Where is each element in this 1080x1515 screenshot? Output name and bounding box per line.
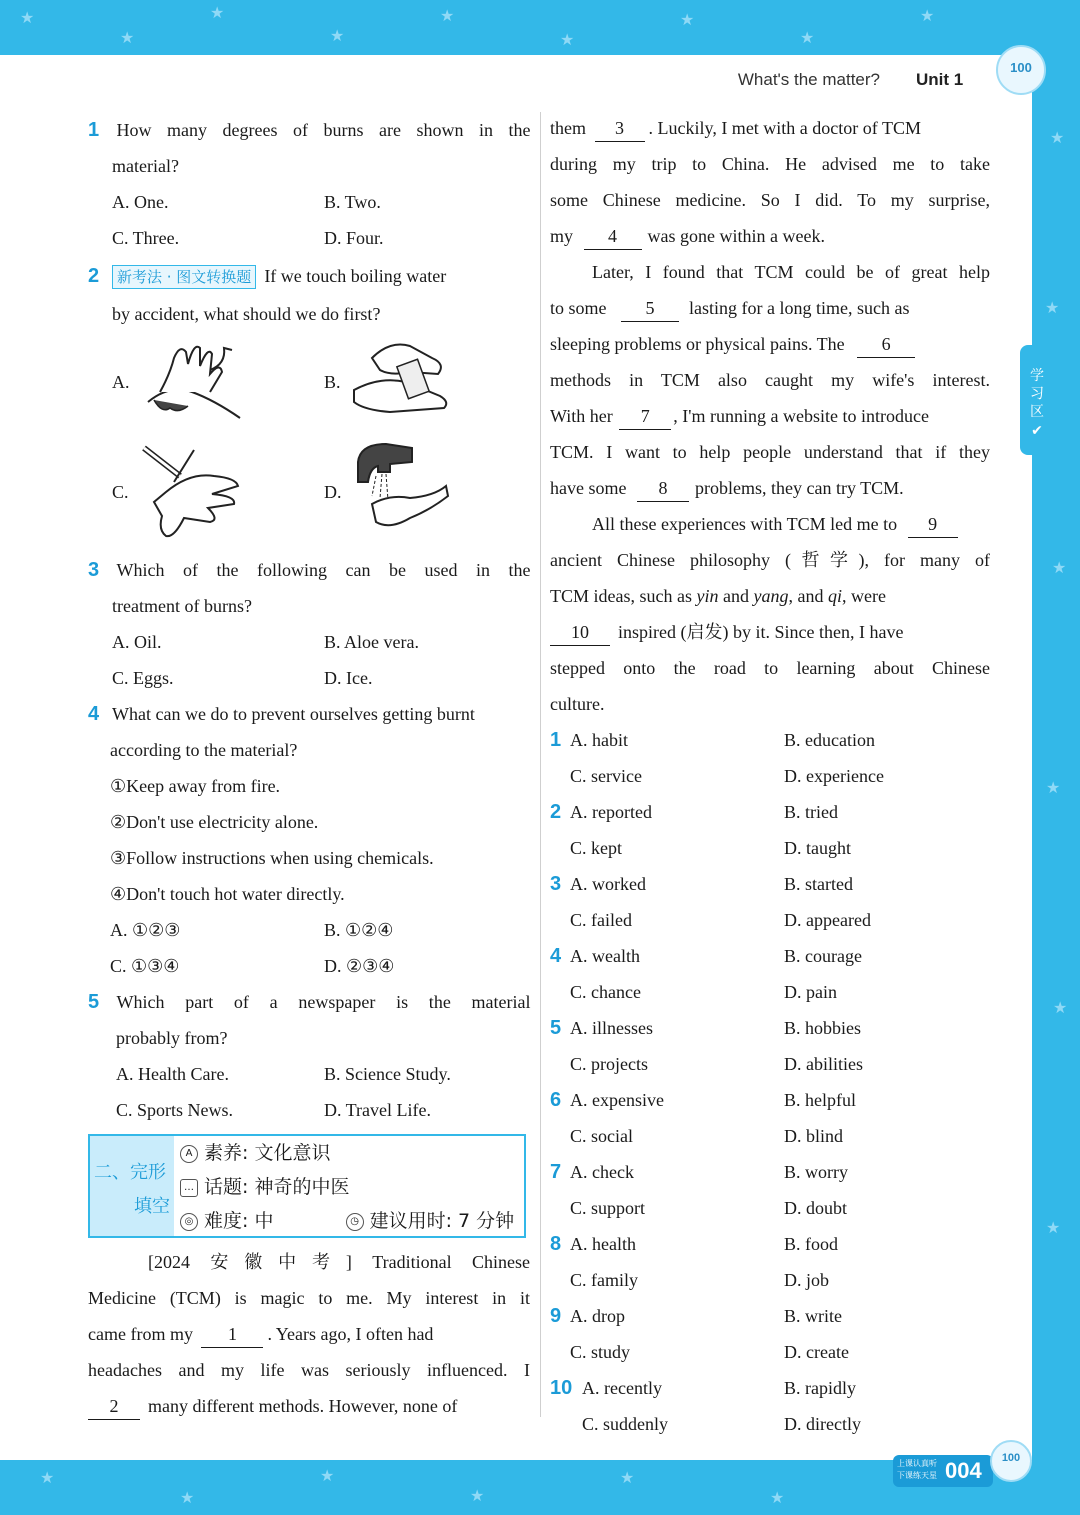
new-format-tag: 新考法 · 图文转换题 bbox=[112, 265, 256, 289]
footer-mascot-logo bbox=[990, 1440, 1032, 1482]
option-row bbox=[550, 1370, 990, 1406]
option-c[interactable]: C. suddenly bbox=[582, 1414, 669, 1434]
option-d[interactable]: D. abilities bbox=[784, 1054, 863, 1074]
question-2 bbox=[88, 256, 530, 552]
blank-2[interactable]: 2 bbox=[88, 1393, 140, 1420]
top-decorative-band bbox=[0, 0, 1080, 55]
blank-9[interactable]: 9 bbox=[908, 511, 958, 538]
passage-line: headaches and my life was seriously influenced. I bbox=[88, 1360, 530, 1380]
picture-label-c: C. bbox=[112, 482, 129, 502]
option-d[interactable]: D. appeared bbox=[784, 910, 871, 930]
stem-text: What can we do to prevent ourselves getting burnt bbox=[112, 704, 475, 724]
hand-under-arm-icon[interactable] bbox=[140, 334, 244, 424]
clock-icon: ◷ bbox=[346, 1213, 364, 1231]
star-icon: ★ bbox=[470, 1486, 485, 1505]
option-row bbox=[550, 794, 990, 830]
passage-text: lasting for a long time, such as bbox=[689, 298, 910, 318]
choice-group bbox=[550, 722, 990, 794]
option-a[interactable]: A. health bbox=[570, 1234, 636, 1254]
option-b[interactable]: B. rapidly bbox=[784, 1378, 856, 1398]
right-decorative-band bbox=[1032, 0, 1080, 1515]
star-icon: ★ bbox=[1046, 778, 1061, 797]
option-c[interactable]: C. failed bbox=[570, 910, 632, 930]
choice-group bbox=[550, 1154, 990, 1226]
picture-options bbox=[88, 332, 530, 552]
blank-4[interactable]: 4 bbox=[584, 223, 642, 250]
option-row bbox=[550, 1154, 990, 1190]
difficulty-value: 中 bbox=[254, 1210, 274, 1232]
star-icon: ★ bbox=[1052, 558, 1067, 577]
passage-text: to some bbox=[550, 298, 607, 318]
passage-line: ancient Chinese philosophy (哲学), for many of bbox=[550, 550, 990, 570]
passage-line bbox=[550, 470, 990, 506]
passage-text: , and bbox=[788, 586, 824, 606]
star-icon: ★ bbox=[1053, 998, 1068, 1017]
left-column bbox=[88, 112, 530, 1424]
option-d[interactable]: D. Four. bbox=[324, 228, 384, 248]
question-1 bbox=[88, 112, 530, 256]
option-row bbox=[550, 1406, 990, 1442]
option-row bbox=[88, 948, 530, 984]
option-c[interactable]: C. service bbox=[570, 766, 642, 786]
choice-group bbox=[550, 938, 990, 1010]
question-number: 4 bbox=[550, 945, 562, 967]
section-title-line: 二、完形 bbox=[94, 1162, 166, 1183]
option-a[interactable]: A. reported bbox=[570, 802, 652, 822]
passage-line bbox=[550, 614, 990, 650]
option-row bbox=[88, 1056, 530, 1092]
section-meta bbox=[180, 1136, 520, 1238]
option-c[interactable]: C. Eggs. bbox=[112, 668, 174, 688]
hands-bandaging-icon[interactable] bbox=[350, 336, 454, 420]
star-icon: ★ bbox=[320, 1466, 335, 1485]
option-b[interactable]: B. write bbox=[784, 1306, 842, 1326]
choice-group bbox=[550, 1370, 990, 1442]
option-b[interactable]: B. Two. bbox=[324, 192, 381, 212]
option-d[interactable]: D. Ice. bbox=[324, 668, 373, 688]
option-row bbox=[550, 1118, 990, 1154]
option-row bbox=[550, 866, 990, 902]
passage-line bbox=[550, 398, 990, 434]
mascot-logo-text: 100 bbox=[1010, 60, 1032, 75]
blank-5[interactable]: 5 bbox=[621, 295, 679, 322]
topic-line bbox=[180, 1170, 520, 1204]
section-title-line: 填空 bbox=[134, 1196, 170, 1217]
cloze-choices bbox=[550, 722, 990, 1442]
option-a[interactable]: A. drop bbox=[570, 1306, 625, 1326]
option-row bbox=[550, 1226, 990, 1262]
side-tab-char: 区 bbox=[1030, 404, 1044, 421]
option-a[interactable]: A. habit bbox=[570, 730, 628, 750]
section-info-box bbox=[88, 1134, 526, 1238]
question-number: 8 bbox=[550, 1233, 562, 1255]
blank-8[interactable]: 8 bbox=[637, 475, 689, 502]
question-number: 2 bbox=[88, 265, 100, 287]
option-c[interactable]: C. study bbox=[570, 1342, 631, 1362]
stem-text: according to the material? bbox=[110, 740, 298, 760]
option-c[interactable]: C. Sports News. bbox=[116, 1100, 234, 1120]
star-icon: ★ bbox=[680, 10, 695, 29]
topic-label: 话题: bbox=[204, 1176, 249, 1198]
question-stem bbox=[88, 552, 530, 588]
option-c[interactable]: C. family bbox=[570, 1270, 638, 1290]
stem-text: Which part of a newspaper is the material bbox=[116, 992, 531, 1012]
stem-text: If we touch boiling water bbox=[264, 266, 447, 286]
passage-text: inspired (启发) by it. Since then, I have bbox=[618, 622, 904, 642]
star-icon: ★ bbox=[1046, 1218, 1061, 1237]
column-divider bbox=[540, 112, 541, 1417]
choice-group bbox=[550, 1226, 990, 1298]
option-c[interactable]: C. kept bbox=[570, 838, 622, 858]
option-row bbox=[550, 938, 990, 974]
option-row bbox=[88, 220, 530, 256]
stem-text: How many degrees of burns are shown in the bbox=[116, 120, 531, 140]
option-a[interactable]: A. Oil. bbox=[112, 632, 162, 652]
star-icon: ★ bbox=[620, 1468, 635, 1487]
passage-line: Later, I found that TCM could be of great help bbox=[592, 262, 990, 282]
question-number: 3 bbox=[550, 873, 562, 895]
unit-label: Unit 1 bbox=[916, 70, 964, 89]
star-icon: ★ bbox=[210, 3, 225, 22]
literacy-label: 素养: bbox=[204, 1142, 249, 1164]
question-number: 10 bbox=[550, 1377, 573, 1399]
option-d[interactable]: D. ②③④ bbox=[324, 956, 395, 976]
hand-under-tap-icon[interactable] bbox=[350, 438, 454, 536]
statement-item: ③Follow instructions when using chemicals. bbox=[110, 848, 434, 868]
question-stem bbox=[88, 696, 530, 732]
option-d[interactable]: D. pain bbox=[784, 982, 837, 1002]
option-row bbox=[88, 184, 530, 220]
option-a[interactable]: A. Health Care. bbox=[116, 1064, 229, 1084]
choice-group bbox=[550, 1298, 990, 1370]
star-icon: ★ bbox=[120, 28, 135, 47]
option-row bbox=[550, 902, 990, 938]
difficulty-icon: ◎ bbox=[180, 1213, 198, 1231]
footer-mascot-text: 100 bbox=[1001, 1452, 1021, 1464]
cloze-passage-left bbox=[88, 1244, 530, 1424]
footer-slogan bbox=[897, 1458, 945, 1482]
blank-1[interactable]: 1 bbox=[201, 1321, 263, 1348]
question-4 bbox=[88, 696, 530, 984]
star-icon: ★ bbox=[440, 6, 455, 25]
passage-text: them bbox=[550, 118, 586, 138]
page-number-badge bbox=[893, 1455, 993, 1487]
question-number: 7 bbox=[550, 1161, 562, 1183]
passage-text: my bbox=[550, 226, 574, 246]
option-d[interactable]: D. doubt bbox=[784, 1198, 847, 1218]
option-row bbox=[550, 758, 990, 794]
passage-text: , were bbox=[842, 586, 886, 606]
slogan-line: 下课练天星 bbox=[897, 1471, 937, 1480]
choice-group bbox=[550, 866, 990, 938]
picture-label-b: B. bbox=[324, 372, 341, 392]
passage-line bbox=[550, 578, 990, 614]
star-icon: ★ bbox=[20, 8, 35, 27]
choice-group bbox=[550, 1082, 990, 1154]
option-row bbox=[550, 1334, 990, 1370]
passage-line bbox=[550, 290, 990, 326]
passage-line: during my trip to China. He advised me to take bbox=[550, 154, 990, 174]
option-a[interactable]: A. expensive bbox=[570, 1090, 664, 1110]
mascot-logo bbox=[996, 45, 1046, 95]
option-c[interactable]: C. social bbox=[570, 1126, 633, 1146]
stem-text: by accident, what should we do first? bbox=[112, 304, 381, 324]
star-icon: ★ bbox=[560, 30, 575, 49]
question-number: 6 bbox=[550, 1089, 562, 1111]
time-value: 7 分钟 bbox=[458, 1210, 515, 1232]
option-b[interactable]: B. helpful bbox=[784, 1090, 856, 1110]
choice-group bbox=[550, 794, 990, 866]
question-number: 4 bbox=[88, 703, 100, 725]
passage-line bbox=[550, 326, 990, 362]
statement-item: ①Keep away from fire. bbox=[110, 776, 281, 796]
question-stem bbox=[88, 256, 530, 296]
passage-line: some Chinese medicine. So I did. To my surprise, bbox=[550, 190, 990, 210]
difficulty-line bbox=[180, 1204, 520, 1238]
blank-3[interactable]: 3 bbox=[595, 115, 645, 142]
option-c[interactable]: C. chance bbox=[570, 982, 641, 1002]
statement-item: ④Don't touch hot water directly. bbox=[110, 884, 345, 904]
option-row bbox=[550, 1298, 990, 1334]
star-icon: ★ bbox=[330, 26, 345, 45]
option-row bbox=[88, 912, 530, 948]
option-d[interactable]: D. blind bbox=[784, 1126, 844, 1146]
passage-text: have some bbox=[550, 478, 627, 498]
passage-line: methods in TCM also caught my wife's interest. bbox=[550, 370, 990, 390]
star-icon: ★ bbox=[920, 6, 935, 25]
passage-text: qi bbox=[827, 586, 842, 606]
star-icon: ★ bbox=[40, 1468, 55, 1487]
option-b[interactable]: B. courage bbox=[784, 946, 862, 966]
choice-group bbox=[550, 1010, 990, 1082]
star-icon: ★ bbox=[770, 1488, 785, 1507]
star-icon: ★ bbox=[180, 1488, 195, 1507]
hand-with-ointment-icon[interactable] bbox=[140, 442, 244, 540]
option-row bbox=[550, 830, 990, 866]
option-row bbox=[550, 974, 990, 1010]
option-row bbox=[550, 1262, 990, 1298]
question-5 bbox=[88, 984, 530, 1128]
question-stem bbox=[88, 984, 530, 1020]
passage-line bbox=[550, 110, 990, 146]
option-row bbox=[550, 1046, 990, 1082]
star-icon: ★ bbox=[800, 28, 815, 47]
star-icon: ★ bbox=[1045, 298, 1060, 317]
option-d[interactable]: D. experience bbox=[784, 766, 884, 786]
option-row bbox=[88, 660, 530, 696]
option-b[interactable]: B. food bbox=[784, 1234, 838, 1254]
option-c[interactable]: C. projects bbox=[570, 1054, 648, 1074]
page-number: 004 bbox=[945, 1458, 982, 1483]
stem-text: material? bbox=[112, 156, 179, 176]
topic-icon: … bbox=[180, 1179, 198, 1197]
option-row bbox=[550, 722, 990, 758]
question-number: 9 bbox=[550, 1305, 562, 1327]
literacy-line bbox=[180, 1136, 520, 1170]
option-row bbox=[550, 1010, 990, 1046]
option-row bbox=[88, 624, 530, 660]
passage-line: culture. bbox=[550, 694, 605, 714]
literacy-value: 文化意识 bbox=[254, 1142, 331, 1164]
passage-line: stepped onto the road to learning about Chinese bbox=[550, 658, 990, 678]
question-number: 5 bbox=[550, 1017, 562, 1039]
option-b[interactable]: B. education bbox=[784, 730, 875, 750]
passage-text: and bbox=[722, 586, 749, 606]
blank-6[interactable]: 6 bbox=[857, 331, 915, 358]
cloze-passage-right bbox=[550, 110, 990, 722]
passage-line bbox=[88, 1388, 530, 1424]
side-tab bbox=[1020, 345, 1054, 455]
question-number: 1 bbox=[88, 119, 100, 141]
option-b[interactable]: B. tried bbox=[784, 802, 838, 822]
passage-line bbox=[550, 218, 990, 254]
passage-text: , I'm running a website to introduce bbox=[673, 406, 929, 426]
option-b[interactable]: B. Science Study. bbox=[324, 1064, 451, 1084]
blank-10[interactable]: 10 bbox=[550, 619, 610, 646]
option-row bbox=[550, 1082, 990, 1118]
question-number: 2 bbox=[550, 801, 562, 823]
passage-line bbox=[550, 506, 990, 542]
passage-text: yin bbox=[696, 586, 719, 606]
option-a[interactable]: A. worked bbox=[570, 874, 646, 894]
passage-text: was gone within a week. bbox=[647, 226, 825, 246]
option-b[interactable]: B. started bbox=[784, 874, 853, 894]
option-b[interactable]: B. worry bbox=[784, 1162, 848, 1182]
passage-line: [2024 安徽中考] Traditional Chinese bbox=[148, 1252, 530, 1272]
option-a[interactable]: A. wealth bbox=[570, 946, 640, 966]
passage-line: TCM. I want to help people understand that if they bbox=[550, 442, 990, 462]
passage-text: yang bbox=[753, 586, 789, 606]
option-b[interactable]: B. hobbies bbox=[784, 1018, 862, 1038]
section-title bbox=[90, 1136, 174, 1236]
statement-item: ②Don't use electricity alone. bbox=[110, 812, 319, 832]
option-a[interactable]: A. illnesses bbox=[570, 1018, 653, 1038]
option-c[interactable]: C. support bbox=[570, 1198, 646, 1218]
right-column bbox=[550, 110, 990, 1442]
stem-text: Which of the following can be used in the bbox=[116, 560, 531, 580]
passage-text: sleeping problems or physical pains. The bbox=[550, 334, 845, 354]
picture-label-d: D. bbox=[324, 482, 342, 502]
passage-line bbox=[88, 1316, 530, 1352]
option-d[interactable]: D. directly bbox=[784, 1414, 861, 1434]
option-b[interactable]: B. ①②④ bbox=[324, 920, 394, 940]
passage-text: . Years ago, I often had bbox=[267, 1324, 434, 1344]
option-c[interactable]: C. Three. bbox=[112, 228, 180, 248]
option-a[interactable]: A. check bbox=[570, 1162, 634, 1182]
passage-text: With her bbox=[550, 406, 613, 426]
stem-text: probably from? bbox=[116, 1028, 228, 1048]
question-stem bbox=[88, 112, 530, 148]
slogan-line: 上课认真听 bbox=[897, 1459, 937, 1468]
blank-7[interactable]: 7 bbox=[619, 403, 671, 430]
literacy-icon: A bbox=[180, 1145, 198, 1163]
difficulty-label: 难度: bbox=[204, 1210, 249, 1232]
option-a[interactable]: A. recently bbox=[582, 1378, 662, 1398]
passage-text: came from my bbox=[88, 1324, 193, 1344]
option-row bbox=[88, 1092, 530, 1128]
option-d[interactable]: D. taught bbox=[784, 838, 851, 858]
option-row bbox=[550, 1190, 990, 1226]
picture-label-a: A. bbox=[112, 372, 130, 392]
passage-text: many different methods. However, none of bbox=[148, 1396, 458, 1416]
option-a[interactable]: A. One. bbox=[112, 192, 169, 212]
option-d[interactable]: D. job bbox=[784, 1270, 829, 1290]
question-number: 1 bbox=[550, 729, 562, 751]
topic-value: 神奇的中医 bbox=[254, 1176, 350, 1198]
side-tab-char: 学 bbox=[1030, 368, 1044, 384]
option-b[interactable]: B. Aloe vera. bbox=[324, 632, 419, 652]
option-a[interactable]: A. ①②③ bbox=[110, 920, 181, 940]
side-tab-char: 习 bbox=[1030, 386, 1044, 403]
passage-text: problems, they can try TCM. bbox=[694, 478, 904, 498]
option-d[interactable]: D. create bbox=[784, 1342, 849, 1362]
question-3 bbox=[88, 552, 530, 696]
option-c[interactable]: C. ①③④ bbox=[110, 956, 180, 976]
passage-line: Medicine (TCM) is magic to me. My interest in it bbox=[88, 1288, 530, 1308]
question-number: 3 bbox=[88, 559, 100, 581]
option-d[interactable]: D. Travel Life. bbox=[324, 1100, 431, 1120]
passage-text: . Luckily, I met with a doctor of TCM bbox=[648, 118, 921, 138]
stem-text: treatment of burns? bbox=[112, 596, 252, 616]
passage-text: TCM ideas, such as bbox=[550, 586, 692, 606]
passage-text: All these experiences with TCM led me to bbox=[592, 514, 898, 534]
question-number: 5 bbox=[88, 991, 100, 1013]
lesson-title: What's the matter? bbox=[737, 70, 880, 89]
time-label: 建议用时: bbox=[369, 1210, 452, 1232]
check-icon: ✔ bbox=[1031, 422, 1043, 439]
star-icon: ★ bbox=[1050, 128, 1065, 147]
